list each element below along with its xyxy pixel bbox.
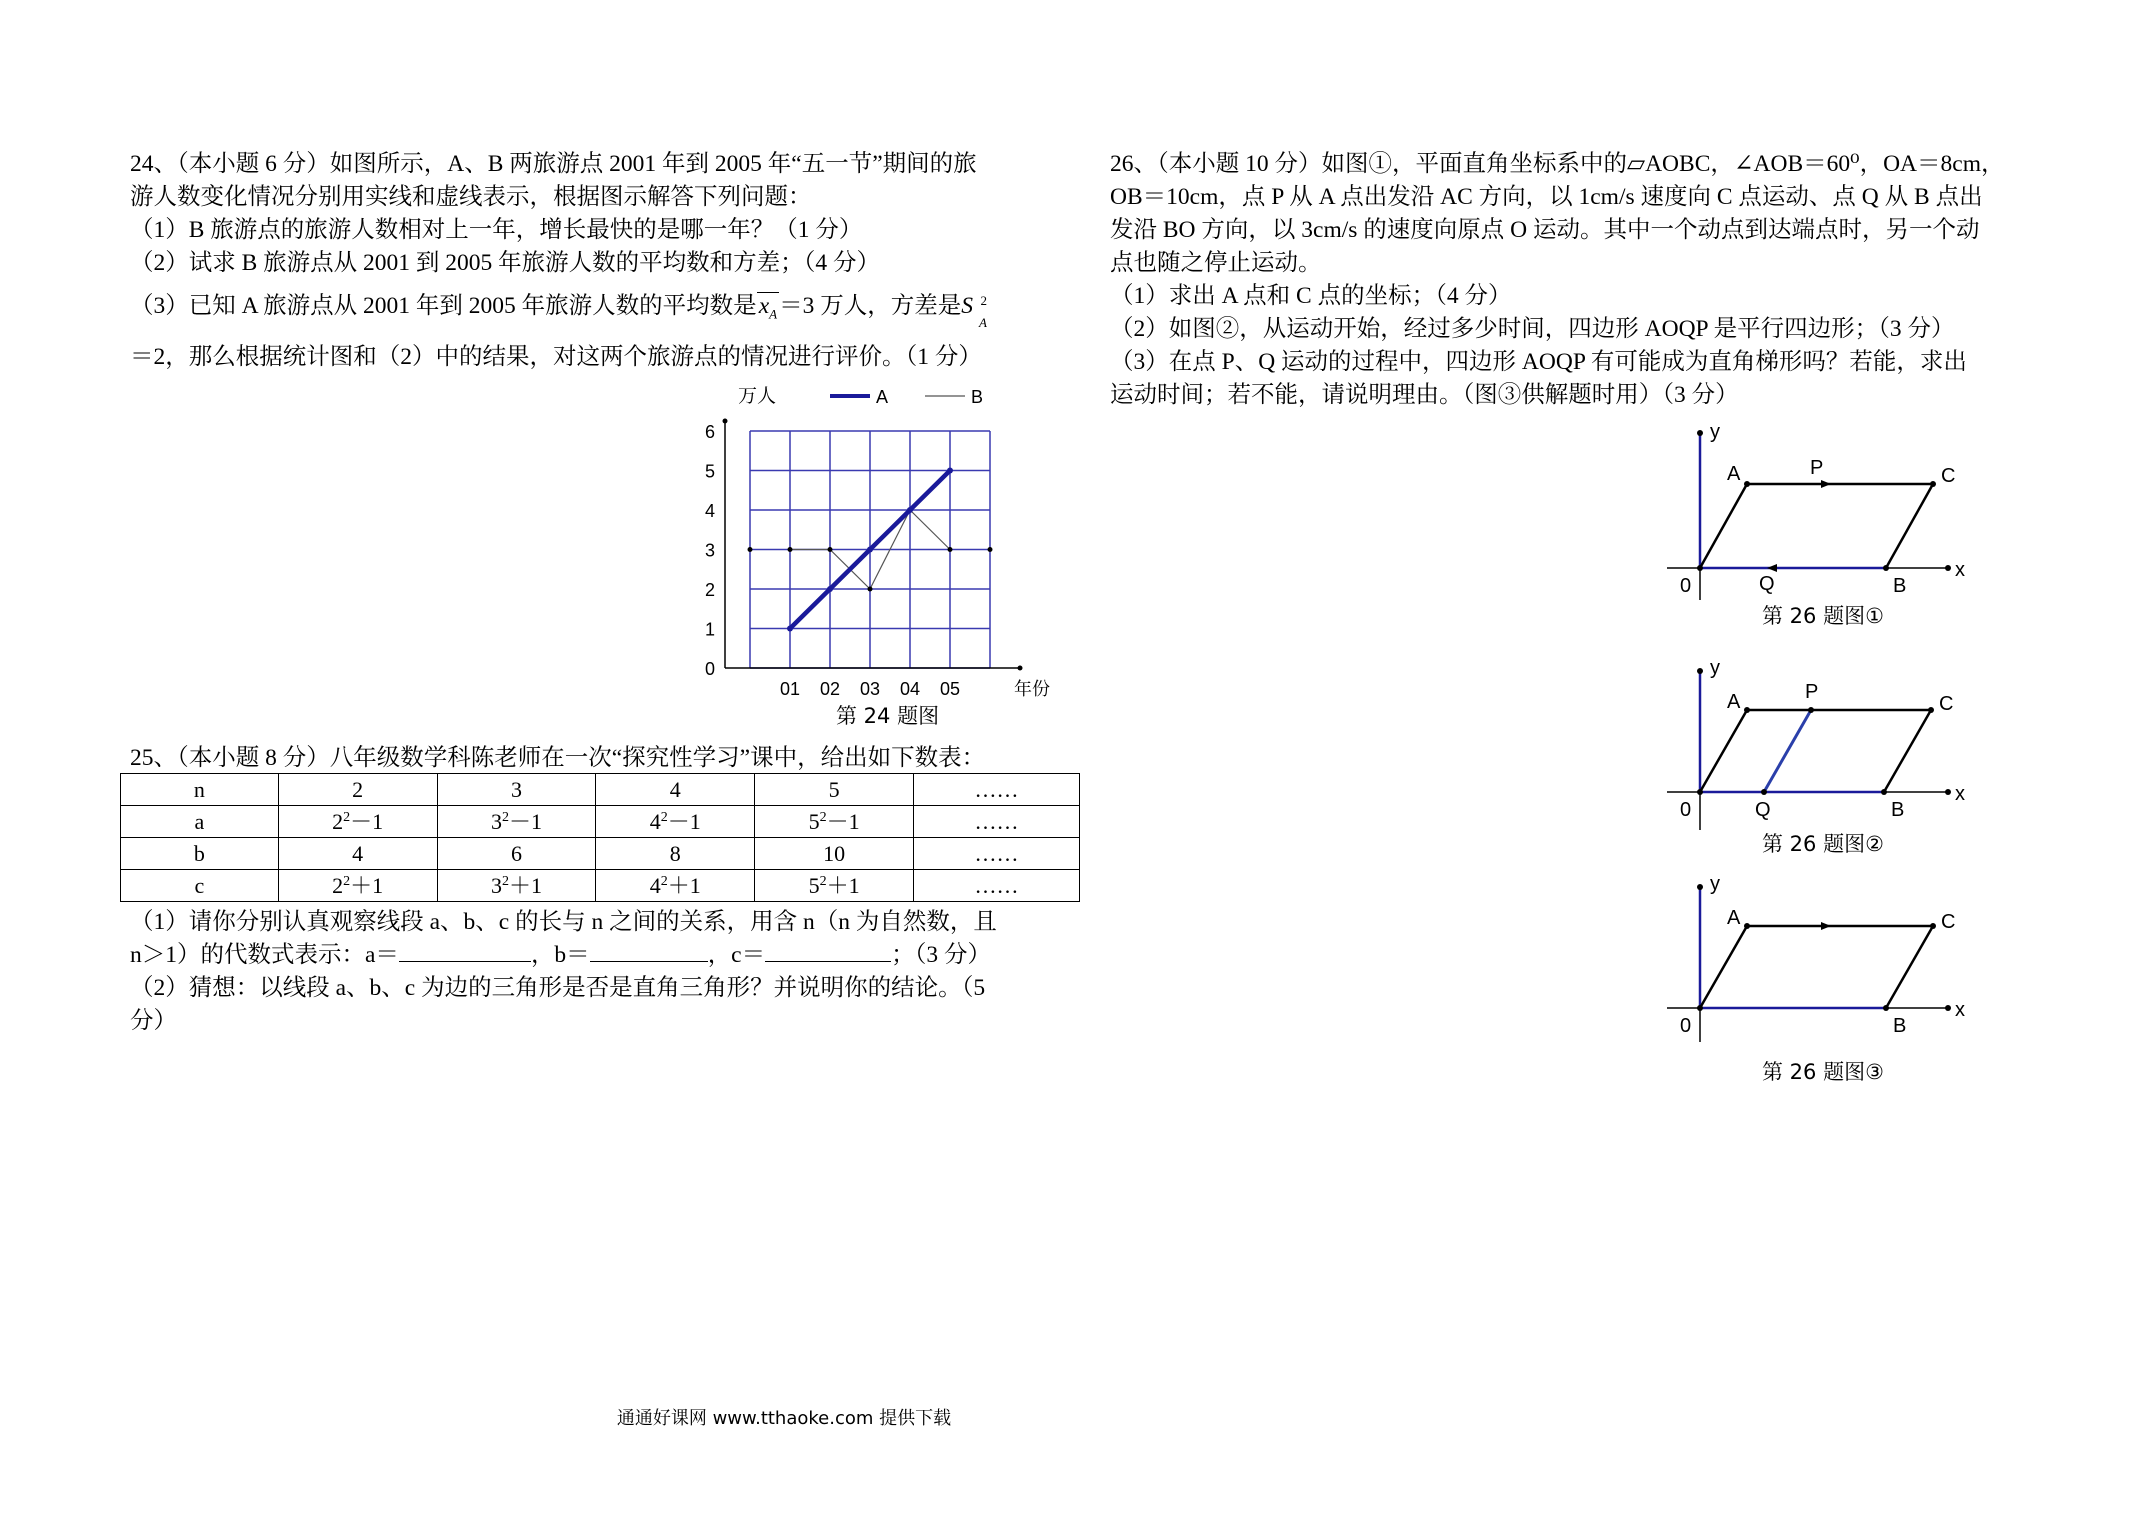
fig2-b-label: B xyxy=(1891,799,1905,821)
fig1-c-label: C xyxy=(1941,465,1956,487)
series-b-point xyxy=(788,547,793,552)
variance-symbol: S 2 A xyxy=(961,293,987,330)
fig2-c-label: C xyxy=(1939,693,1954,715)
table-cell: 2 xyxy=(278,774,437,806)
table-row xyxy=(121,838,1080,870)
q25-p2-line2: 分） xyxy=(130,1008,177,1034)
series-b-end-dot xyxy=(988,547,993,552)
y-tick-label: 3 xyxy=(704,540,716,561)
q25-p1-l2a: n＞1）的代数式表示：a＝ xyxy=(130,942,399,968)
fig3-b-label: B xyxy=(1893,1015,1907,1037)
series-a-point xyxy=(787,626,793,632)
q25-p1-line1: （1）请你分别认真观察线段 a、b、c 的长与 n 之间的关系，用含 n（n 为自然数，且 xyxy=(130,909,997,935)
table-row-label: b xyxy=(121,838,279,870)
table-cell: $5^2+1$ xyxy=(755,870,914,902)
q24-line-3: （1）B 旅游点的旅游人数相对上一年，增长最快的是哪一年？（1 分） xyxy=(130,217,863,243)
q25-p1-line2 xyxy=(130,939,1090,972)
table-cell: $3^2+1$ xyxy=(437,870,596,902)
q26-line-6: （2）如图②，从运动开始，经过多少时间，四边形 AOQP 是平行四边形；（3 分） xyxy=(1110,316,1955,342)
q25-intro: 25、（本小题 8 分）八年级数学科陈老师在一次“探究性学习”课中，给出如下数表： xyxy=(130,745,986,771)
fig2-x-label: x xyxy=(1955,783,1965,805)
table-row-label: c xyxy=(121,870,279,902)
fig2-origin-label: 0 xyxy=(1680,799,1692,821)
q26-line-5: （1）求出 A 点和 C 点的坐标；（4 分） xyxy=(1110,283,1512,309)
series-a-point xyxy=(827,586,833,592)
right-column xyxy=(1110,148,2045,412)
table-cell: 8 xyxy=(596,838,755,870)
q26-fig3-caption: 第 26 题图③ xyxy=(1762,1060,1884,1084)
x-tick-label: 05 xyxy=(939,679,961,699)
table-cell: 3 xyxy=(437,774,596,806)
q25-number-table xyxy=(120,773,1080,902)
q25-questions xyxy=(130,906,1090,1038)
x-axis-end xyxy=(1018,666,1023,671)
fig1-x-label: x xyxy=(1955,559,1965,581)
mean-symbol: $x_A$ xyxy=(758,293,778,322)
table-cell: 5 xyxy=(755,774,914,806)
fig1-p-label: P xyxy=(1810,457,1824,479)
fig2-p-label: P xyxy=(1805,681,1819,703)
fig2-a-label: A xyxy=(1727,691,1741,713)
series-b-start-dot xyxy=(748,547,753,552)
y-tick-label: 0 xyxy=(704,659,716,679)
table-cell: …… xyxy=(913,870,1079,902)
x-tick-label: 01 xyxy=(779,679,801,699)
q26-line-8: 运动时间；若不能，请说明理由。（图③供解题时用）（3 分） xyxy=(1110,382,1739,408)
q24-caption: 第 24 题图 xyxy=(836,704,940,728)
fig1-y-label: y xyxy=(1710,421,1720,443)
q26-figure-1 xyxy=(1655,420,1985,600)
q26-line-1: 26、（本小题 10 分）如图①，平面直角坐标系中的▱AOBC，∠AOB＝60⁰，OA＝8cm， xyxy=(1110,151,2005,177)
q24-line-6: ＝2，那么根据统计图和（2）中的结果，对这两个旅游点的情况进行评价。（1 分） xyxy=(130,343,982,370)
table-cell: $2^2+1$ xyxy=(278,870,437,902)
x-axis-label: 年份 xyxy=(1014,679,1050,699)
q25-p1-l2c: ，c＝ xyxy=(707,942,766,968)
y-tick-label: 5 xyxy=(704,461,716,482)
q24-line-5-mid: ＝3 万人，方差是 xyxy=(779,293,962,319)
fig1-a-label: A xyxy=(1727,463,1741,485)
page-footer: 通通好课网 www.tthaoke.com 提供下载 xyxy=(616,1408,952,1429)
q24-line-chart xyxy=(680,382,1080,702)
fig3-y-label: y xyxy=(1710,873,1720,895)
left-column xyxy=(130,148,1075,374)
q26-fig1-caption: 第 26 题图① xyxy=(1762,604,1884,628)
legend-label-a: A xyxy=(876,387,889,407)
fig3-origin-label: 0 xyxy=(1680,1015,1692,1037)
table-cell: …… xyxy=(913,774,1079,806)
table-cell: $4^2-1$ xyxy=(596,806,755,838)
series-a-point xyxy=(907,507,913,513)
series-b-point xyxy=(868,587,873,592)
q26-line-3: 发沿 BO 方向，以 3cm/s 的速度向原点 O 运动。其中一个动点到达端点时，另一个动 xyxy=(1110,217,1980,243)
table-row-label: n xyxy=(121,774,279,806)
legend-label-b: B xyxy=(971,387,984,407)
table-cell: $5^2-1$ xyxy=(755,806,914,838)
table-cell: 4 xyxy=(278,838,437,870)
q24-line-5 xyxy=(130,290,1075,331)
series-a-point xyxy=(947,468,953,474)
table-row xyxy=(121,774,1080,806)
q26-line-2: OB＝10cm，点 P 从 A 点出发沿 AC 方向，以 1cm/s 速度向 C 点运动、点 Q 从 B 点出 xyxy=(1110,184,1983,210)
table-row xyxy=(121,806,1080,838)
table-cell: 6 xyxy=(437,838,596,870)
y-tick-label: 4 xyxy=(704,501,716,521)
fig3-a-label: A xyxy=(1727,907,1741,929)
table-row-label: a xyxy=(121,806,279,838)
fig1-origin-label: 0 xyxy=(1680,575,1692,597)
q26-line-7: （3）在点 P、Q 运动的过程中，四边形 AOQP 有可能成为直角梯形吗？若能，求出 xyxy=(1110,349,1967,375)
table-cell: 4 xyxy=(596,774,755,806)
series-b-point xyxy=(828,547,833,552)
y-axis-end xyxy=(723,419,728,424)
answer-blank-a[interactable] xyxy=(399,939,531,962)
table-cell: 10 xyxy=(755,838,914,870)
q25-p1-l2b: ，b＝ xyxy=(530,942,590,968)
q24-line-1: 24、（本小题 6 分）如图所示，A、B 两旅游点 2001 年到 2005 年“五一节”期间的旅 xyxy=(130,151,977,177)
q25-p2-line1: （2）猜想：以线段 a、b、c 为边的三角形是否是直角三角形？并说明你的结论。（5 xyxy=(130,975,986,1001)
answer-blank-b[interactable] xyxy=(590,939,708,962)
q26-fig2-caption: 第 26 题图② xyxy=(1762,832,1884,856)
answer-blank-c[interactable] xyxy=(765,939,891,962)
table-cell: $2^2-1$ xyxy=(278,806,437,838)
series-b-point xyxy=(948,547,953,552)
fig3-c-label: C xyxy=(1941,911,1956,933)
table-cell: $4^2+1$ xyxy=(596,870,755,902)
q25-p1-l2d: ；（3 分） xyxy=(891,942,991,968)
table-cell: …… xyxy=(913,806,1079,838)
q24-line-2: 游人数变化情况分别用实线和虚线表示，根据图示解答下列问题： xyxy=(130,184,812,210)
fig1-q-label: Q xyxy=(1759,573,1775,595)
q26-figure-2 xyxy=(1655,650,1985,830)
fig3-x-label: x xyxy=(1955,999,1965,1021)
q24-line-5-pre: （3）已知 A 旅游点从 2001 年到 2005 年旅游人数的平均数是 xyxy=(130,293,757,319)
table-cell: …… xyxy=(913,838,1079,870)
fig2-q-label: Q xyxy=(1755,799,1771,821)
y-tick-label: 2 xyxy=(704,580,716,600)
q26-figure-3 xyxy=(1655,866,1985,1046)
y-tick-label: 1 xyxy=(704,619,716,640)
x-tick-label: 02 xyxy=(819,679,841,699)
q26-line-4: 点也随之停止运动。 xyxy=(1110,250,1322,276)
table-cell: $3^2-1$ xyxy=(437,806,596,838)
fig2-y-label: y xyxy=(1710,657,1720,679)
table-row xyxy=(121,870,1080,902)
series-a-point xyxy=(867,547,873,553)
q24-line-4: （2）试求 B 旅游点从 2001 到 2005 年旅游人数的平均数和方差；（4 分） xyxy=(130,250,881,276)
x-tick-label: 03 xyxy=(859,679,881,699)
y-axis-label: 万人 xyxy=(738,386,777,407)
y-tick-label: 6 xyxy=(704,422,716,442)
fig1-b-label: B xyxy=(1893,575,1907,597)
x-tick-label: 04 xyxy=(899,679,921,699)
